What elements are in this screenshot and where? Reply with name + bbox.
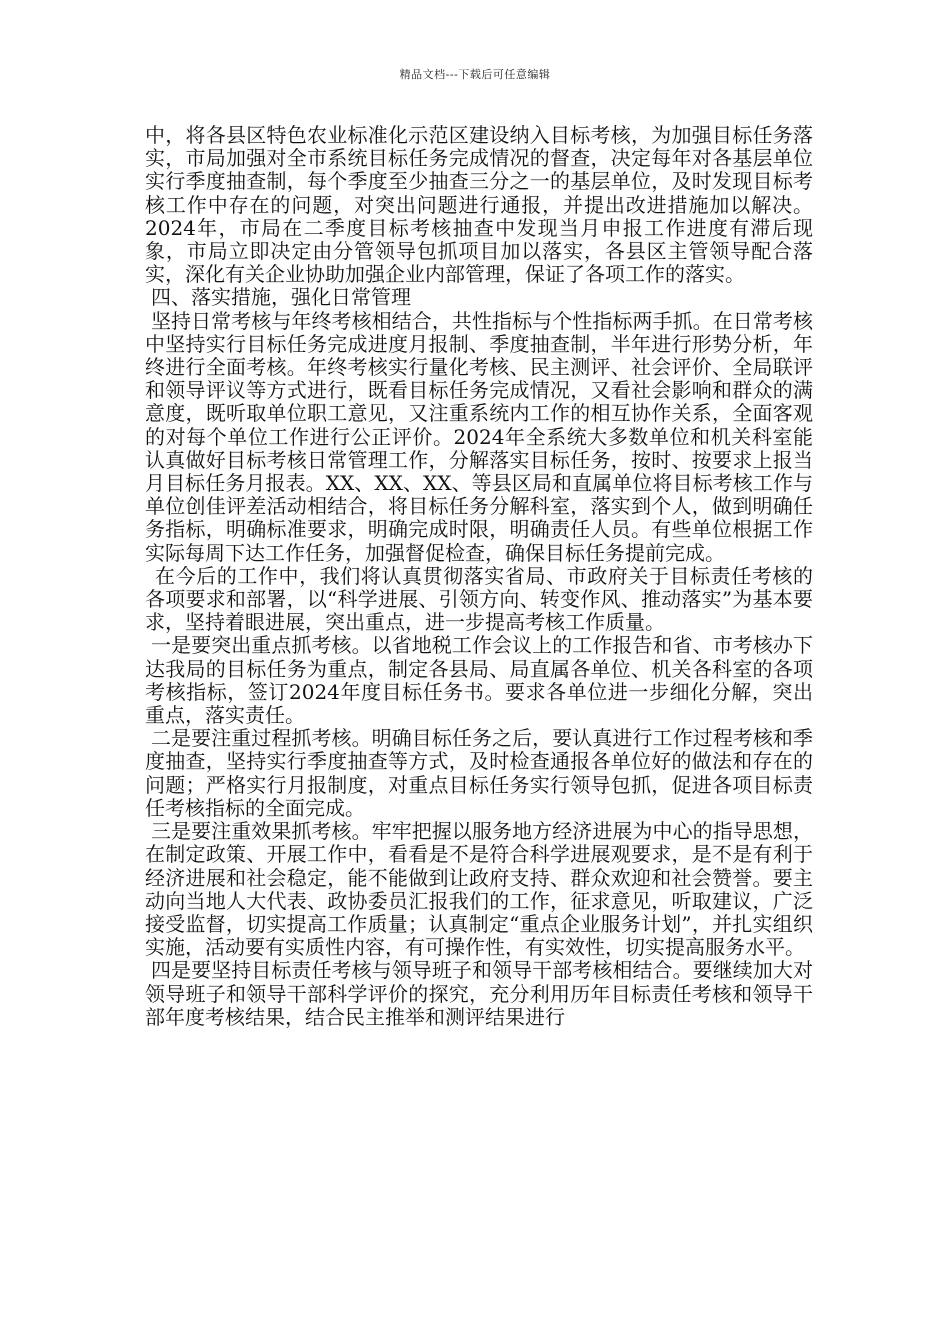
page-header: 精品文档---下载后可任意编辑	[399, 68, 551, 81]
paragraph-future-work: 在今后的工作中，我们将认真贯彻落实省局、市政府关于目标责任考核的各项要求和部署，以“科学进展、引领方向、转变作风、推动落实”为基本要求，坚持着眼进展，突出重点，进一步提高考核工作质量。	[145, 563, 813, 635]
paragraph-point-two: 二是要注重过程抓考核。明确目标任务之后，要认真进行工作过程考核和季度抽查，坚持实行季度抽查等方式，及时检查通报各单位好的做法和存在的问题；严格实行月报制度，对重点目标任务实行领导包抓，促进各项目标责任考核指标的全面完成。	[145, 726, 813, 820]
document-body	[145, 124, 813, 1029]
paragraph-continuation: 中，将各县区特色农业标准化示范区建设纳入目标考核，为加强目标任务落实，市局加强对全市系统目标任务完成情况的督查，决定每年对各基层单位实行季度抽查制，每个季度至少抽查三分之一的基层单位，及时发现目标考核工作中存在的问题，对突出问题进行通报，并提出改进措施加以解决。2024年，市局在二季度目标考核抽查中发现当月申报工作进度有滞后现象，市局立即决定由分管领导包抓项目加以落实，各县区主管领导配合落实，深化有关企业协助加强企业内部管理，保证了各项工作的落实。	[145, 123, 813, 287]
paragraph-point-three: 三是要注重效果抓考核。牢牢把握以服务地方经济进展为中心的指导思想，在制定政策、开展工作中，看看是不是符合科学进展观要求，是不是有利于经济进展和社会稳定，能不能做到让政府支持、群众欢迎和社会赞誉。要主动向当地人大代表、政协委员汇报我们的工作，征求意见，听取建议，广泛接受监督，切实提高工作质量；认真制定“重点企业服务计划”，并扎实组织实施，活动要有实质性内容，有可操作性，有实效性，切实提高服务水平。	[145, 819, 813, 960]
paragraph-point-four: 四是要坚持目标责任考核与领导班子和领导干部考核相结合。要继续加大对领导班子和领导干部科学评价的探究，充分利用历年目标责任考核和领导干部年度考核结果，结合民主推举和测评结果进行	[145, 958, 813, 1029]
paragraph-point-one: 一是要突出重点抓考核。以省地税工作会议上的工作报告和省、市考核办下达我局的目标任务为重点，制定各县局、局直属各单位、机关各科室的各项考核指标，签订2024年度目标任务书。要求各单位进一步细化分解，突出重点，落实责任。	[145, 633, 813, 728]
paragraph-daily-management: 坚持日常考核与年终考核相结合，共性指标与个性指标两手抓。在日常考核中坚持实行目标任务完成进度月报制、季度抽查制，半年进行形势分析，年终进行全面考核。年终考核实行量化考核、民主测评、社会评价、全局联评和领导评议等方式进行，既看目标任务完成情况，又看社会影响和群众的满意度，既听取单位职工意见，又注重系统内工作的相互协作关系，全面客观的对每个单位工作进行公正评价。2024年全系统大多数单位和机关科室能认真做好目标考核日常管理工作，分解落实目标任务，按时、按要求上报当月目标任务月报表。XX、XX、XX、等县区局和直属单位将目标考核工作与单位创佳评差活动相结合，将目标任务分解科室，落实到个人，做到明确任务指标，明确标准要求，明确完成时限，明确责任人员。有些单位根据工作实际每周下达工作任务，加强督促检查，确保目标任务提前完成。	[145, 308, 813, 565]
section-heading: 四、落实措施，强化日常管理	[151, 285, 411, 310]
